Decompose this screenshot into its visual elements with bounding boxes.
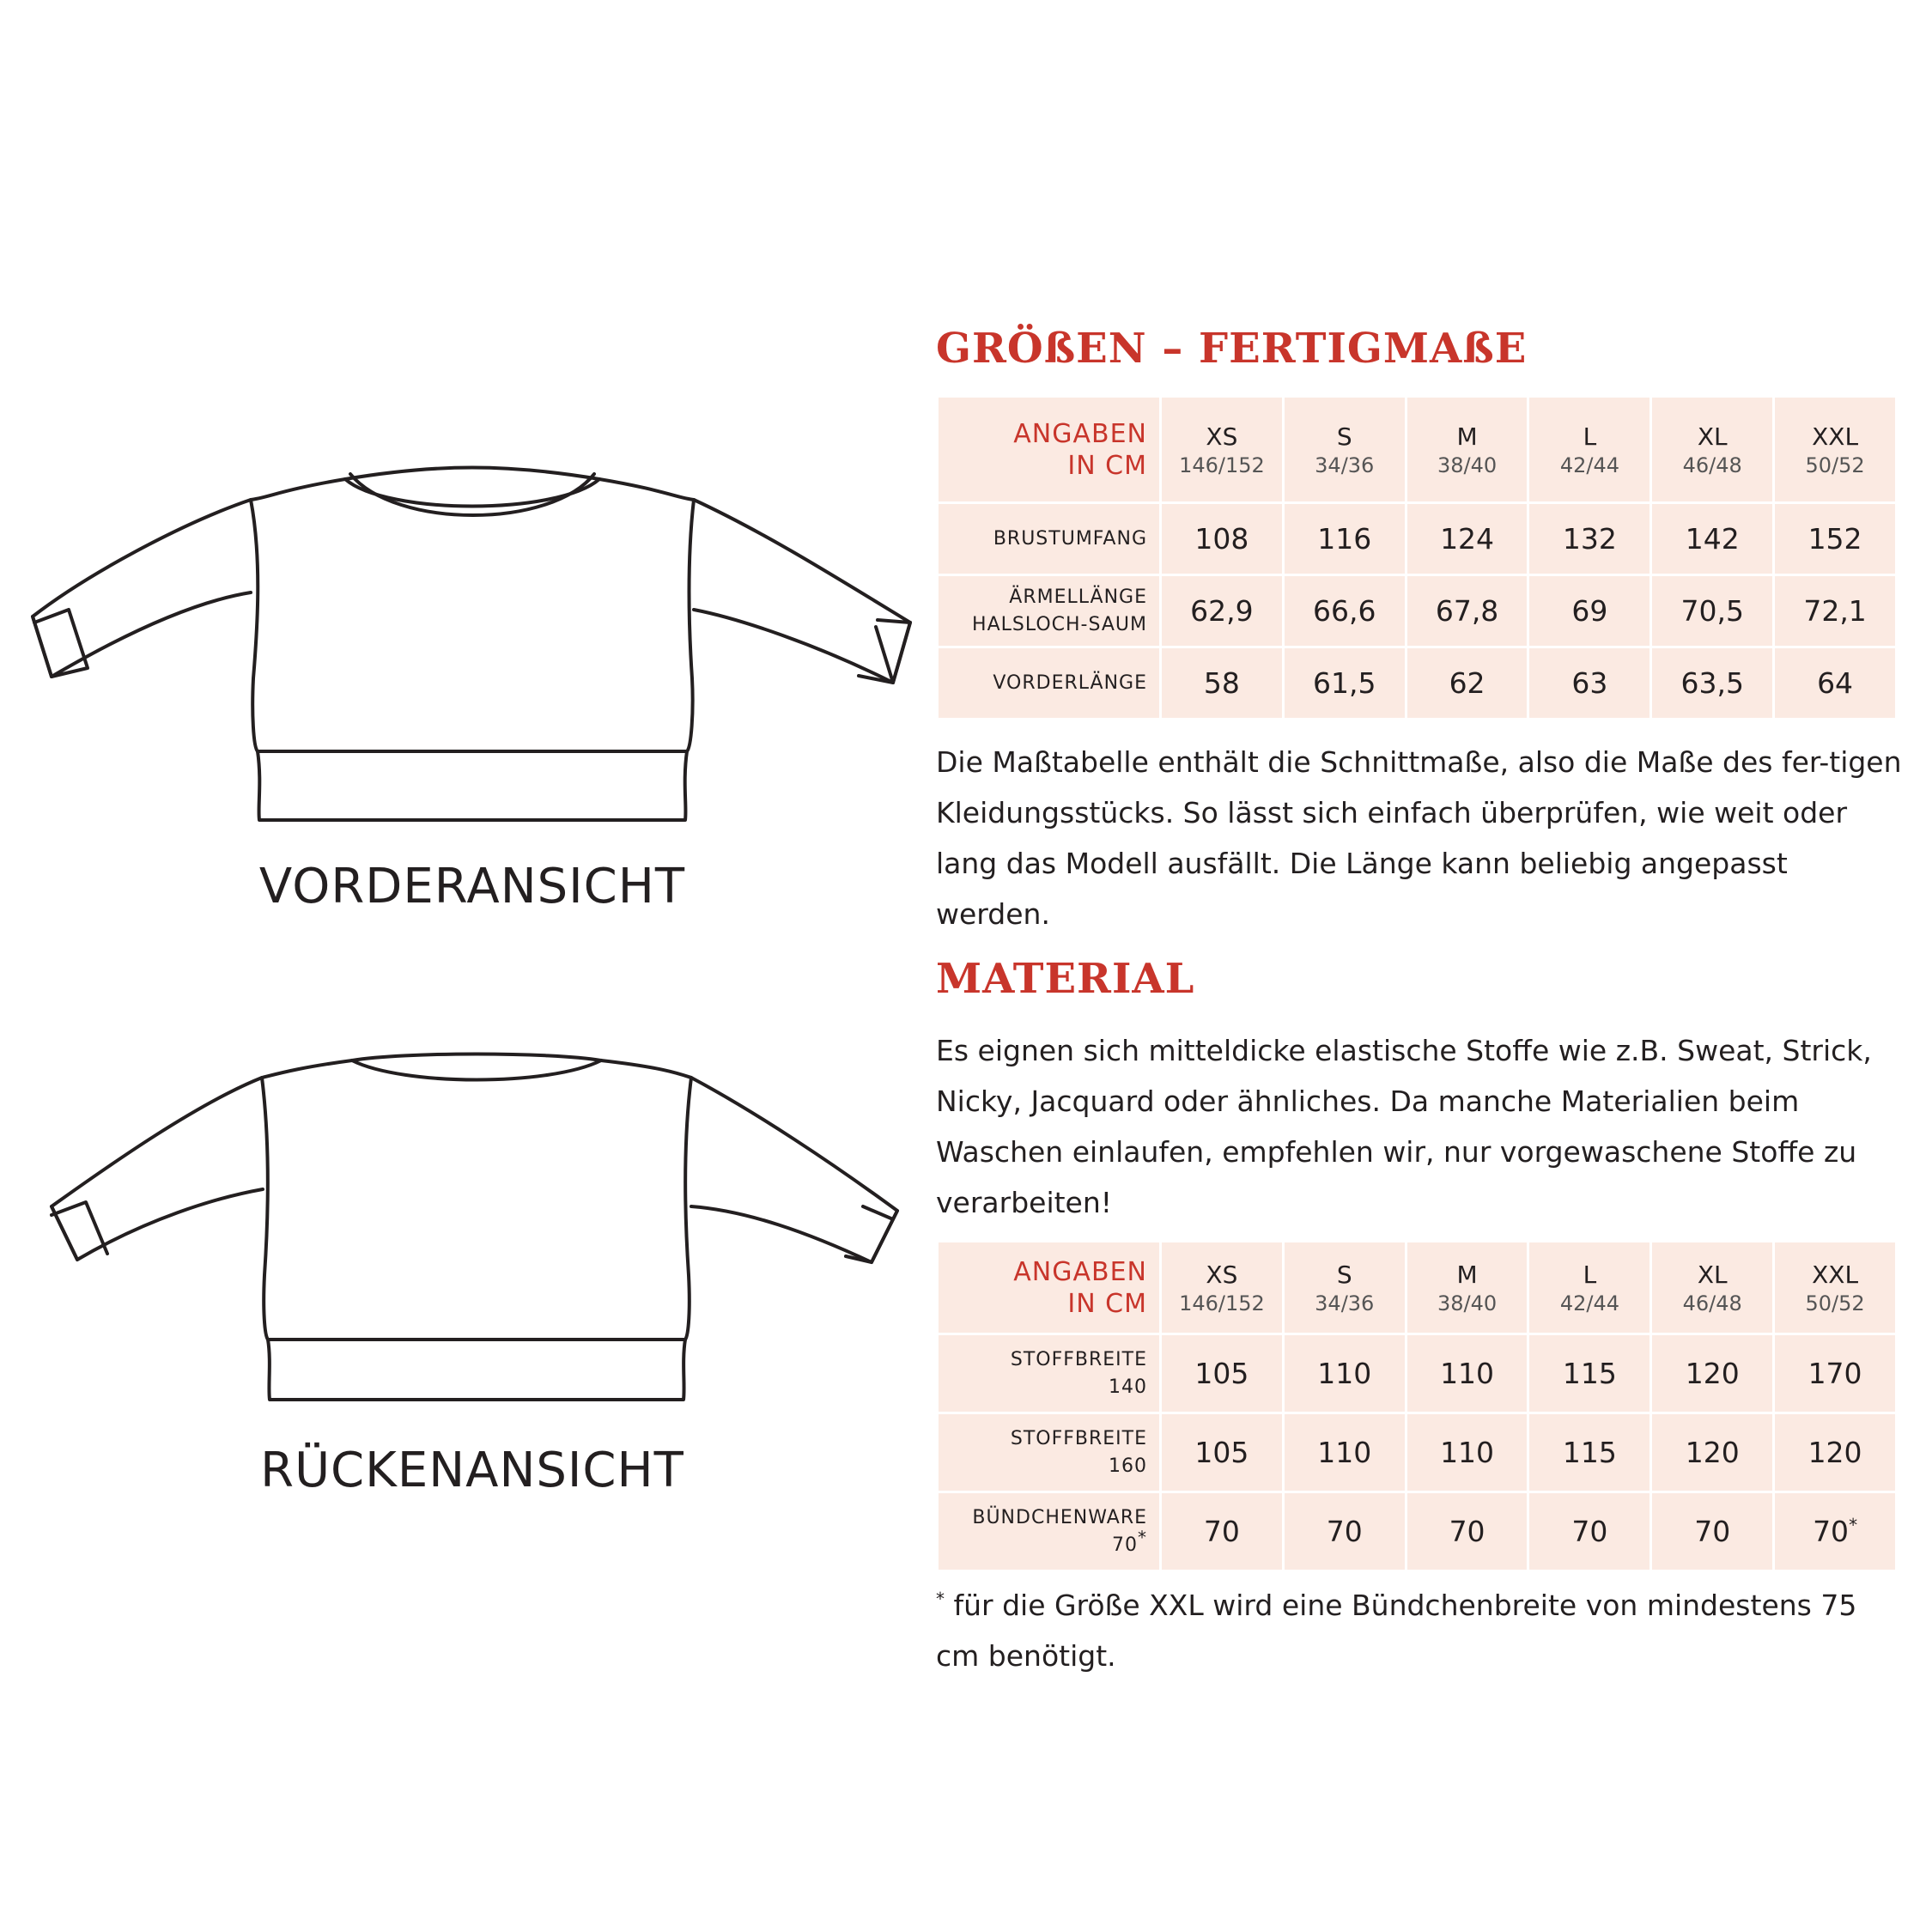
size-eu-range: 50/52 [1805,1291,1865,1315]
size-eu-range: 38/40 [1437,1291,1498,1315]
table-cell: 63,5 [1651,647,1774,720]
size-column-header [1406,1242,1528,1334]
finished-measurements-table [936,395,1898,720]
row-label: VORDERLÄNGE [938,647,1161,720]
size-eu-range: 146/152 [1179,1291,1265,1315]
material-description: Es eignen sich mitteldicke elastische Stoffe wie z.B. Sweat, Strick, Nicky, Jacquard oder ähnliches. Da manche Materialien beim Waschen einlaufen, empfehlen wir, nur vorgewaschene Stoffe zu verarbeiten! [936,1034,1872,1219]
table-cell: 64 [1774,647,1897,720]
size-column-header [1161,1242,1284,1334]
size-eu-range: 42/44 [1559,1291,1619,1315]
back-view-label: RÜCKENANSICHT [260,1443,684,1498]
table-cell: 170 [1774,1334,1897,1413]
size-name: XS [1206,1260,1238,1289]
size-eu-range: 34/36 [1315,453,1375,477]
table-cell: 120 [1651,1413,1774,1492]
table-cell: 124 [1406,503,1528,575]
xxl-footnote: * für die Größe XXL wird eine Bündchenbreite von mindestens 75 cm benötigt. [936,1589,1857,1673]
front-view-label: VORDERANSICHT [258,859,686,914]
size-name: XXL [1812,1260,1859,1289]
units-label: ANGABEN IN CM [938,1242,1161,1334]
table-row [938,1413,1897,1492]
size-name: M [1456,1260,1478,1289]
row-label: STOFFBREITE 140 [938,1334,1161,1413]
size-eu-range: 38/40 [1437,453,1498,477]
table-header-row [938,1242,1897,1334]
size-eu-range: 42/44 [1559,453,1619,477]
sizes-section-title: GRÖßEN – FERTIGMAßE [936,325,1528,373]
table-cell: 152 [1774,503,1897,575]
size-column-header [1406,397,1528,503]
size-name: S [1336,422,1352,451]
size-column-header [1161,397,1284,503]
size-eu-range: 46/48 [1682,1291,1742,1315]
size-eu-range: 34/36 [1315,1291,1375,1315]
size-name: S [1336,1260,1352,1289]
table-cell: 115 [1528,1334,1651,1413]
table-cell: 115 [1528,1413,1651,1492]
material-section-title: MATERIAL [936,955,1195,1003]
illustration-column [0,0,945,1932]
size-eu-range: 146/152 [1179,453,1265,477]
table-cell: 120 [1651,1334,1774,1413]
size-column-header [1774,397,1897,503]
table-cell: 70 [1161,1492,1284,1571]
table-cell: 70 [1528,1492,1651,1571]
table-cell: 70* [1774,1492,1897,1571]
size-name: XXL [1812,422,1859,451]
table-cell: 116 [1283,503,1406,575]
size-column-header [1283,1242,1406,1334]
units-label: ANGABEN IN CM [938,397,1161,503]
row-label: BRUSTUMFANG [938,503,1161,575]
table-cell: 70,5 [1651,575,1774,647]
size-name: M [1456,422,1478,451]
size-column-header [1774,1242,1897,1334]
size-eu-range: 50/52 [1805,453,1865,477]
table-cell: 110 [1283,1334,1406,1413]
size-column-header [1651,1242,1774,1334]
table-cell: 63 [1528,647,1651,720]
table-cell: 110 [1406,1413,1528,1492]
fabric-requirements-table [936,1240,1898,1572]
size-name: XL [1697,1260,1728,1289]
table-cell: 110 [1283,1413,1406,1492]
table-cell: 66,6 [1283,575,1406,647]
size-name: L [1583,1260,1597,1289]
table-cell: 105 [1161,1334,1284,1413]
size-column-header [1528,397,1651,503]
row-label: STOFFBREITE 160 [938,1413,1161,1492]
table-row [938,647,1897,720]
table-header-row [938,397,1897,503]
table-cell: 70 [1651,1492,1774,1571]
table-row [938,1492,1897,1571]
row-label: ÄRMELLÄNGE HALSLOCH-SAUM [938,575,1161,647]
table-cell: 62 [1406,647,1528,720]
sweater-back-illustration [43,1035,910,1413]
table-cell: 72,1 [1774,575,1897,647]
table-cell: 108 [1161,503,1284,575]
table-cell: 70 [1406,1492,1528,1571]
table-cell: 142 [1651,503,1774,575]
table-cell: 120 [1774,1413,1897,1492]
table-cell: 61,5 [1283,647,1406,720]
sweater-front-illustration [26,455,919,833]
table-cell: 105 [1161,1413,1284,1492]
table-row [938,575,1897,647]
table-cell: 67,8 [1406,575,1528,647]
table-cell: 62,9 [1161,575,1284,647]
table-row [938,503,1897,575]
size-column-header [1528,1242,1651,1334]
table-cell: 110 [1406,1334,1528,1413]
row-label: BÜNDCHENWARE 70* [938,1492,1161,1571]
size-name: XL [1697,422,1728,451]
table-cell: 70 [1283,1492,1406,1571]
size-column-header [1651,397,1774,503]
sizes-description: Die Maßtabelle enthält die Schnittmaße, also die Maße des fer-tigen Kleidungsstücks. So lässt sich einfach überprüfen, wie weit oder lang das Modell ausfällt. Die Länge kann beliebig angepasst werden. [936,745,1902,931]
size-name: L [1583,422,1597,451]
size-column-header [1283,397,1406,503]
table-cell: 58 [1161,647,1284,720]
table-row [938,1334,1897,1413]
size-name: XS [1206,422,1238,451]
size-eu-range: 46/48 [1682,453,1742,477]
table-cell: 69 [1528,575,1651,647]
table-cell: 132 [1528,503,1651,575]
